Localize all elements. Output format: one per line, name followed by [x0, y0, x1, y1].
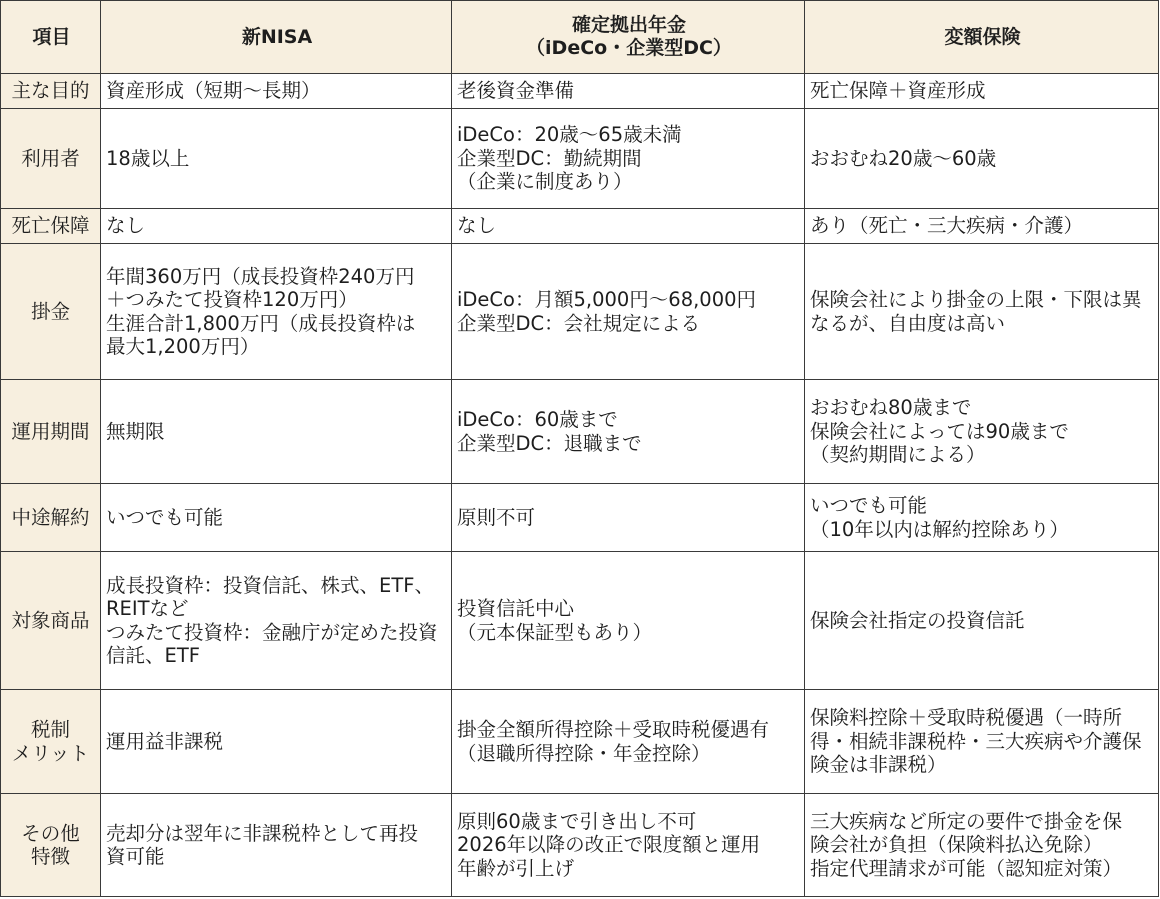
row-label-line: 中途解約 [11, 505, 90, 529]
cell-variable-insurance-line: 三大疾病など所定の要件で掛金を保 [810, 809, 1123, 833]
cell-variable-insurance-line: あり（死亡・三大疾病・介護） [810, 214, 1084, 238]
cell-variable-insurance-line: 保険会社によっては90歳まで [810, 419, 1069, 443]
cell-dc-line: iDeCo：60歳まで [457, 408, 618, 431]
cell-nisa-line: REITなど [106, 597, 189, 620]
cell-variable-insurance-line: （10年以内は解約控除あり） [810, 517, 1069, 541]
cell-dc-line: （元本保証型もあり） [457, 620, 653, 644]
cell-dc [452, 380, 805, 484]
cell-nisa-line: いつでも可能 [106, 505, 224, 529]
cell-nisa-line: ＋つみたて投資枠120万円） [106, 288, 358, 311]
cell-variable-insurance-line: おおむね20歳～60歳 [810, 146, 997, 170]
cell-dc-line: 原則不可 [457, 505, 536, 529]
row-label-line: 主な目的 [11, 79, 90, 103]
cell-variable-insurance-line: 保険会社指定の投資信託 [810, 608, 1025, 632]
cell-variable-insurance [805, 209, 1159, 244]
table-row-products [1, 552, 1159, 690]
cell-variable-insurance-line: なるが、自由度は高い [810, 311, 1006, 335]
cell-dc-line: 2026年以降の改正で限度額と運用 [457, 833, 761, 857]
cell-dc [452, 244, 805, 380]
cell-nisa [101, 794, 452, 897]
row-label-line: メリット [11, 741, 90, 765]
row-label [1, 794, 101, 897]
cell-nisa-line: 資可能 [106, 845, 165, 868]
cell-nisa [101, 690, 452, 794]
row-label [1, 74, 101, 109]
cell-dc [452, 209, 805, 244]
cell-dc-line: 原則60歳まで引き出し不可 [457, 809, 697, 833]
cell-nisa [101, 74, 452, 109]
cell-nisa-line: 最大1,200万円） [106, 335, 260, 358]
row-label [1, 552, 101, 690]
row-label [1, 380, 101, 484]
cell-nisa-line: 成長投資枠：投資信託、株式、ETF、 [106, 573, 434, 597]
row-label [1, 690, 101, 794]
cell-variable-insurance-line: 死亡保障＋資産形成 [810, 79, 986, 103]
table-body [1, 74, 1159, 897]
table-row-death-benefit [1, 209, 1159, 244]
cell-nisa-line: 18歳以上 [106, 146, 190, 170]
table-row-tax [1, 690, 1159, 794]
cell-nisa-line: 資産形成（短期～長期） [106, 79, 321, 103]
cell-dc [452, 484, 805, 552]
cell-variable-insurance [805, 244, 1159, 380]
cell-variable-insurance-line: 険金は非課税） [810, 753, 947, 777]
cell-dc-line: 企業型DC：勤続期間 [457, 146, 642, 170]
cell-dc-line: （企業に制度あり） [457, 170, 633, 194]
cell-dc [452, 690, 805, 794]
cell-nisa-line: 売却分は翌年に非課税枠として再投 [106, 821, 419, 845]
cell-nisa [101, 552, 452, 690]
table-row-users [1, 109, 1159, 209]
cell-nisa [101, 209, 452, 244]
cell-variable-insurance [805, 109, 1159, 209]
header-variable-insurance: 変額保険 [805, 1, 1159, 74]
cell-variable-insurance [805, 380, 1159, 484]
row-label [1, 244, 101, 380]
cell-variable-insurance-line: 険会社が負担（保険料払込免除） [810, 833, 1103, 857]
cell-dc-line: 年齢が引上げ [457, 856, 575, 880]
cell-nisa [101, 484, 452, 552]
cell-variable-insurance [805, 690, 1159, 794]
cell-variable-insurance-line: 保険料控除＋受取時税優遇（一時所 [810, 706, 1123, 730]
cell-variable-insurance [805, 484, 1159, 552]
row-label-line: 死亡保障 [11, 214, 90, 238]
cell-nisa-line: 無期限 [106, 419, 165, 443]
row-label-line: 掛金 [30, 299, 70, 323]
cell-variable-insurance-line: いつでも可能 [810, 494, 928, 517]
table-row-contribution [1, 244, 1159, 380]
row-label-line: 対象商品 [11, 608, 90, 632]
cell-dc-line: iDeCo：20歳～65歳未満 [457, 123, 682, 147]
cell-dc-line: （退職所得控除・年金控除） [457, 741, 711, 765]
header-dc: 確定拠出年金 （iDeCo・企業型DC） [452, 1, 805, 74]
cell-variable-insurance-line: おおむね80歳まで [810, 396, 972, 420]
row-label-line: 特徴 [30, 845, 70, 868]
table-row-other [1, 794, 1159, 897]
cell-dc [452, 74, 805, 109]
header-item: 項目 [1, 1, 101, 74]
cell-variable-insurance [805, 552, 1159, 690]
header-row [1, 1, 1159, 74]
table-row-period [1, 380, 1159, 484]
cell-dc [452, 109, 805, 209]
cell-nisa-line: つみたて投資枠：金融庁が定めた投資 [106, 620, 438, 644]
cell-nisa-line: 運用益非課税 [106, 729, 224, 753]
row-label [1, 484, 101, 552]
cell-nisa-line: なし [106, 214, 146, 238]
cell-nisa-line: 生涯合計1,800万円（成長投資枠は [106, 311, 416, 335]
header-nisa: 新NISA [101, 1, 452, 74]
cell-nisa-line: 年間360万円（成長投資枠240万円 [106, 264, 415, 288]
cell-dc-line: iDeCo：月額5,000円～68,000円 [457, 288, 757, 311]
cell-variable-insurance-line: 指定代理請求が可能（認知症対策） [810, 856, 1123, 880]
cell-nisa [101, 109, 452, 209]
cell-dc-line: 企業型DC：退職まで [457, 431, 642, 455]
cell-dc-line: 投資信託中心 [457, 597, 575, 620]
cell-nisa-line: 信託、ETF [106, 644, 200, 667]
row-label-line: 利用者 [21, 146, 80, 170]
row-label-line: 運用期間 [11, 419, 90, 443]
cell-nisa [101, 380, 452, 484]
cell-variable-insurance [805, 74, 1159, 109]
cell-dc-line: なし [457, 214, 497, 238]
cell-nisa [101, 244, 452, 380]
cell-dc [452, 552, 805, 690]
cell-dc [452, 794, 805, 897]
cell-variable-insurance-line: 得・相続非課税枠・三大疾病や介護保 [810, 729, 1142, 753]
row-label-line: その他 [21, 821, 80, 845]
row-label [1, 109, 101, 209]
cell-dc-line: 掛金全額所得控除＋受取時税優遇有 [457, 718, 770, 741]
cell-variable-insurance [805, 794, 1159, 897]
cell-dc-line: 企業型DC：会社規定による [457, 311, 701, 335]
cell-dc-line: 老後資金準備 [457, 79, 575, 103]
table-row-cancellation [1, 484, 1159, 552]
table-header [1, 1, 1159, 74]
row-label [1, 209, 101, 244]
row-label-line: 税制 [30, 718, 70, 741]
cell-variable-insurance-line: 保険会社により掛金の上限・下限は異 [810, 288, 1142, 311]
cell-variable-insurance-line: （契約期間による） [810, 443, 986, 467]
table-row-purpose [1, 74, 1159, 109]
